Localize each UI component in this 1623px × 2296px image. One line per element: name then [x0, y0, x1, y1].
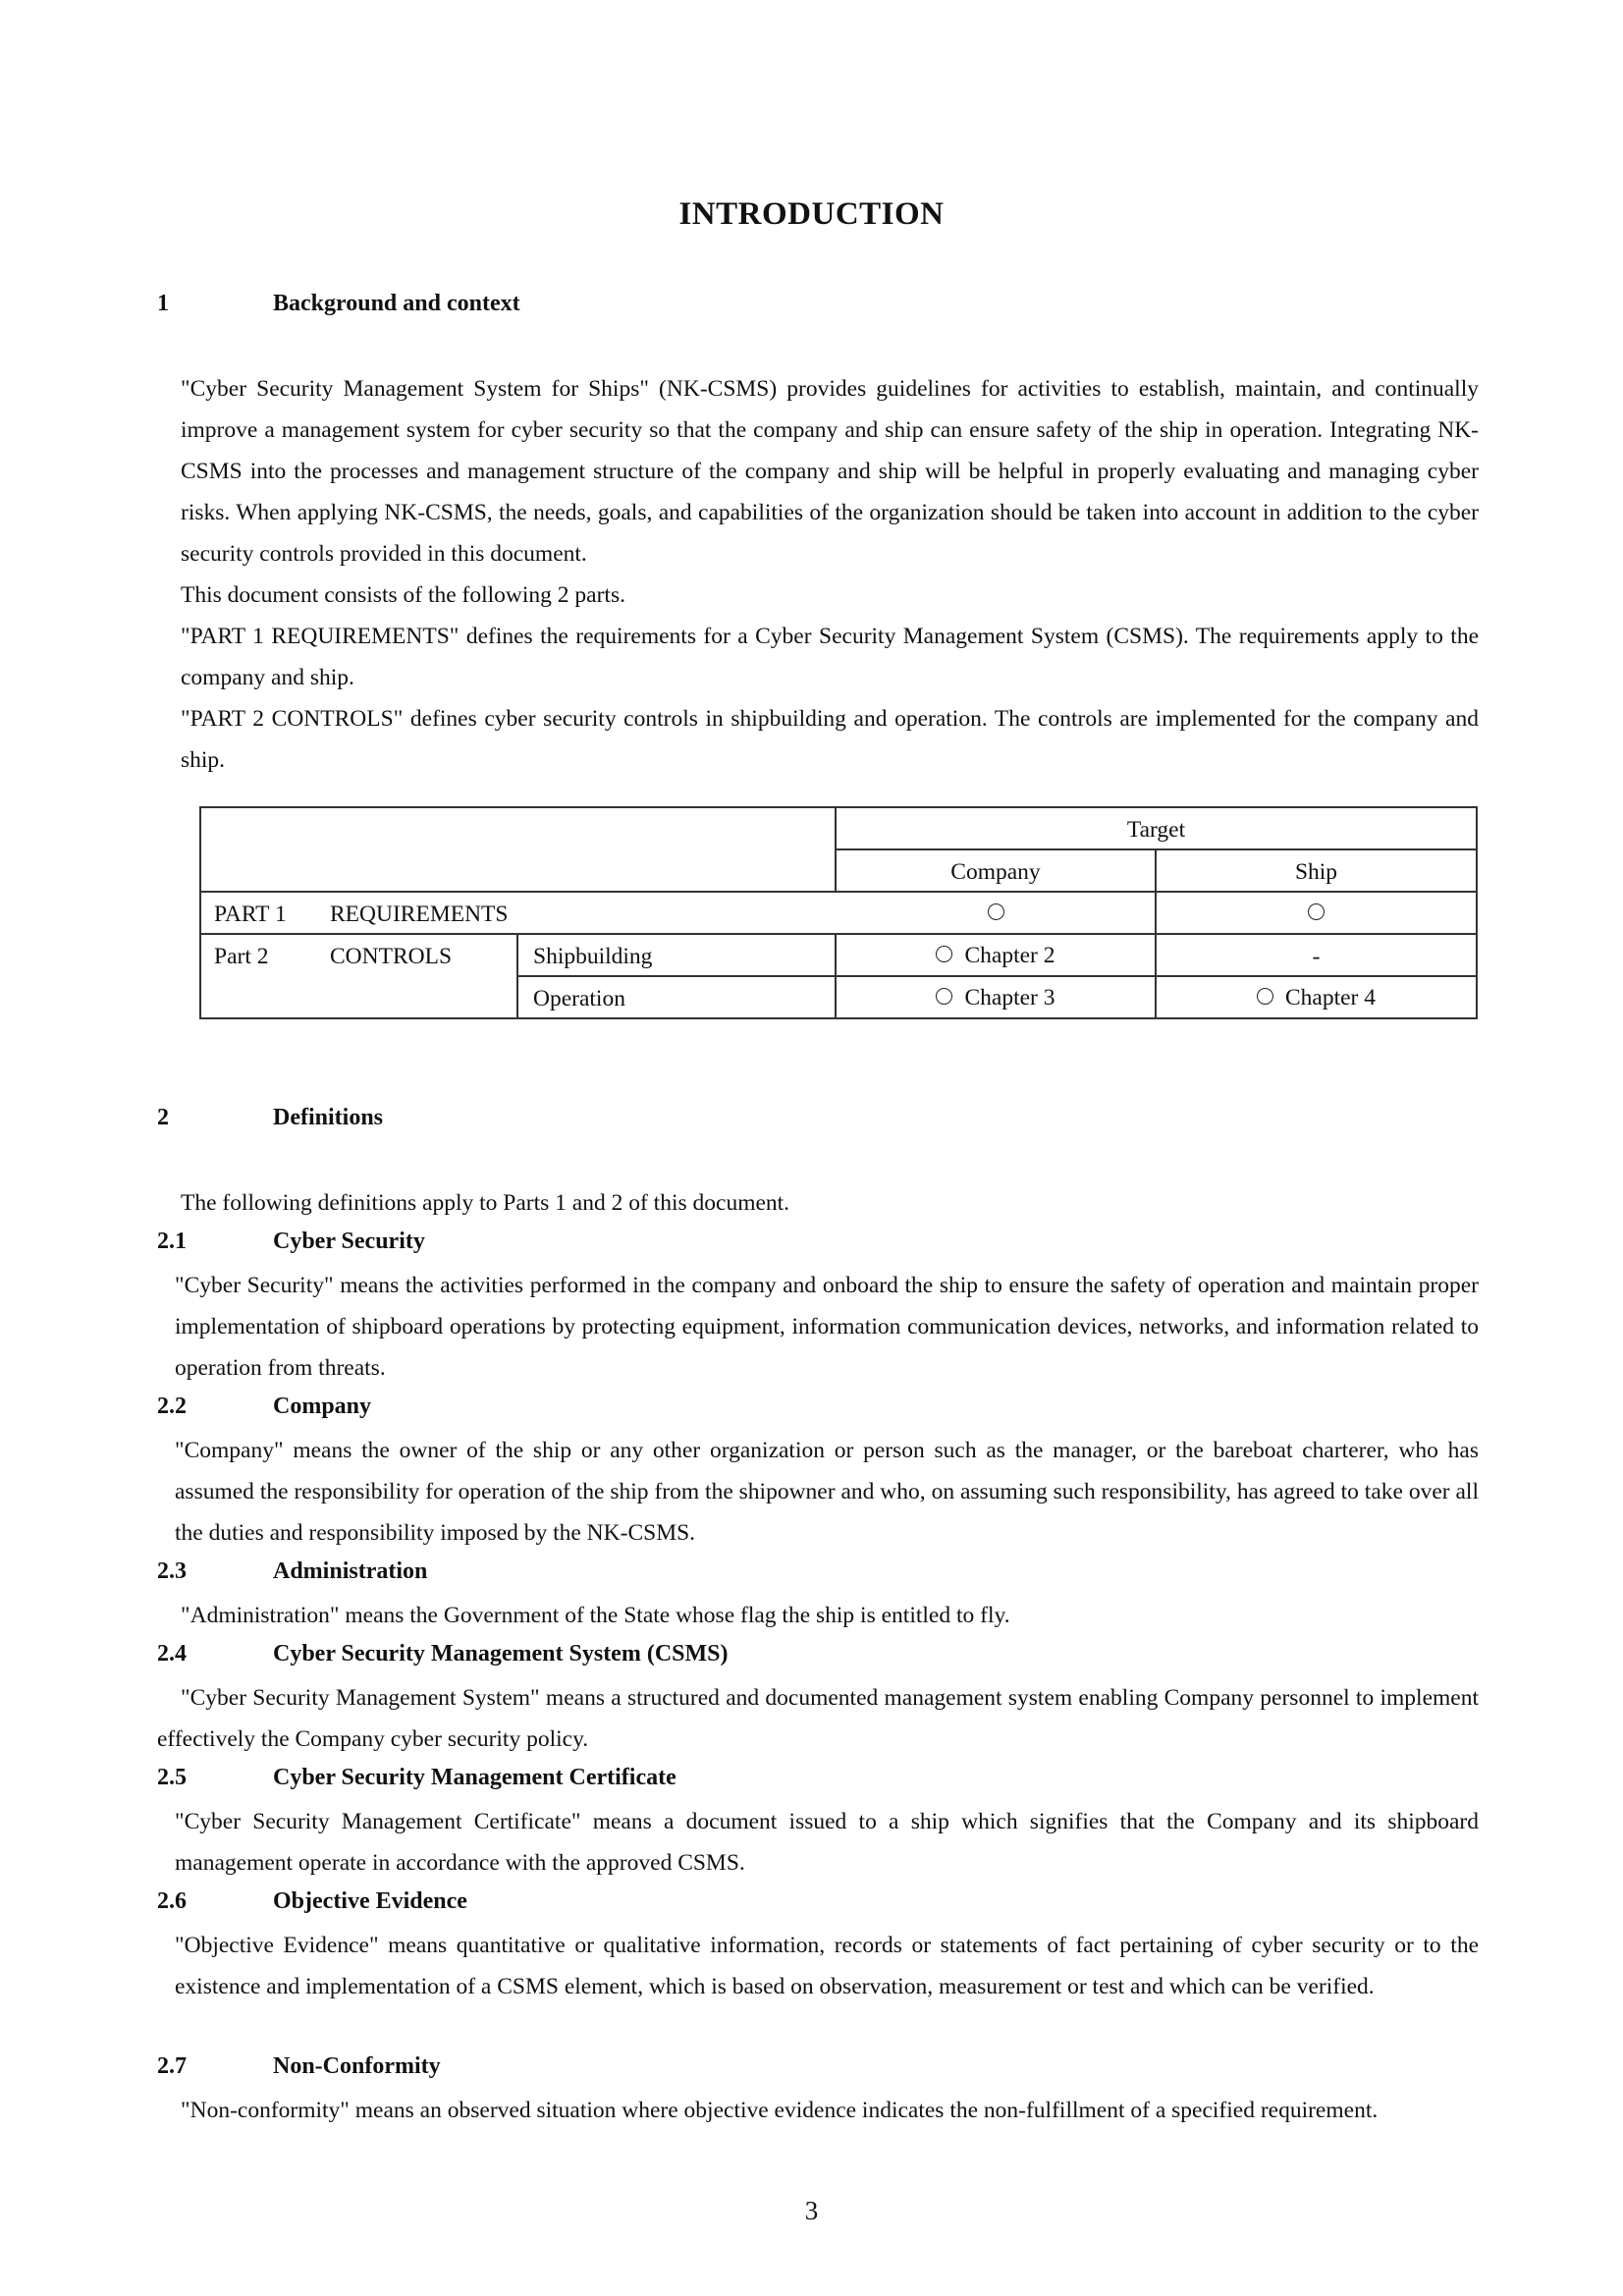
definition-number: 2.5	[157, 1765, 187, 1790]
document-parts-paragraph: This document consists of the following 2 parts.	[181, 582, 625, 608]
part1-name: REQUIREMENTS	[330, 902, 509, 927]
operation-company-cell	[837, 983, 1155, 1012]
section-2-heading	[157, 1105, 383, 1131]
shipbuilding-company-chapter: Chapter 2	[964, 943, 1055, 968]
definition-2-3-text: "Administration" means the Government of the State whose flag the ship is entitled to fly.	[181, 1603, 1010, 1628]
part2-description-paragraph: "PART 2 CONTROLS" defines cyber security controls in shipbuilding and operation. The controls are implemented for the company and ship.	[181, 706, 1479, 773]
definition-2-6-heading	[157, 1888, 467, 1915]
target-header: Target	[1126, 817, 1186, 843]
definition-2-4-text: "Cyber Security Management System" means a structured and documented management system enabling Company personnel to implement effectively the Company cyber security policy.	[157, 1685, 1479, 1752]
shipbuilding-ship-cell: -	[1312, 944, 1321, 969]
definition-number: 2.2	[157, 1394, 187, 1419]
definition-term: Cyber Security Management Certificate	[273, 1765, 676, 1790]
definition-2-4-heading	[157, 1641, 729, 1667]
definition-number: 2.1	[157, 1229, 187, 1254]
definition-2-7-heading	[157, 2053, 441, 2080]
section-title: Background and context	[273, 291, 520, 316]
definition-2-2-text: "Company" means the owner of the ship or any other organization or person such as the manager, or the bareboat charterer, who has assumed the responsibility for operation of the ship from the shipowner and who, on assuming such responsibility, has agreed to take over all the duties and responsibility imposed by the NK-CSMS.	[175, 1438, 1479, 1546]
definition-number: 2.7	[157, 2053, 187, 2079]
definition-2-3-heading	[157, 1558, 427, 1585]
section-1-heading	[157, 291, 520, 317]
section-number: 2	[157, 1105, 169, 1130]
page-number: 3	[804, 2196, 819, 2225]
definition-number: 2.4	[157, 1641, 187, 1667]
circle-icon	[936, 988, 952, 1005]
part1-description-paragraph: "PART 1 REQUIREMENTS" defines the requirements for a Cyber Security Management System (CSMS). The requirements apply to the company and ship.	[181, 624, 1479, 690]
definition-2-6-text: "Objective Evidence" means quantitative or qualitative information, records or statements of fact pertaining of cyber security or to the existence and implementation of a CSMS element, which is based on observation, measurement or test and which can be verified.	[175, 1933, 1479, 1999]
operation-company-chapter: Chapter 3	[964, 985, 1055, 1011]
part1-label: PART 1	[214, 902, 287, 927]
definition-number: 2.6	[157, 1888, 187, 1914]
part1-company-applicable-icon	[837, 899, 1155, 928]
circle-icon	[988, 903, 1004, 920]
part1-ship-applicable-icon	[1157, 899, 1476, 928]
definition-2-7-text: "Non-conformity" means an observed situation where objective evidence indicates the non-fulfillment of a specified requirement.	[181, 2098, 1379, 2123]
definition-2-5-text: "Cyber Security Management Certificate" means a document issued to a ship which signifies that the Company and its shipboard management operate in accordance with the approved CSMS.	[175, 1809, 1479, 1876]
part2-label: Part 2	[214, 944, 269, 969]
definition-2-1-text: "Cyber Security" means the activities performed in the company and onboard the ship to ensure the safety of operation and maintain proper implementation of shipboard operations by protecting equipment, information communication devices, networks, and information related to operation from threats.	[175, 1273, 1479, 1381]
operation-ship-chapter: Chapter 4	[1284, 985, 1376, 1011]
definition-2-2-heading	[157, 1394, 371, 1420]
definition-number: 2.3	[157, 1558, 187, 1584]
definition-term: Cyber Security	[273, 1229, 425, 1254]
operation-row-label: Operation	[533, 986, 625, 1011]
section-title: Definitions	[273, 1105, 384, 1130]
definition-term: Objective Evidence	[273, 1888, 467, 1914]
definitions-intro: The following definitions apply to Parts 1 and 2 of this document.	[181, 1190, 790, 1216]
circle-icon	[1257, 988, 1273, 1005]
definition-term: Company	[273, 1394, 372, 1419]
definition-2-5-heading	[157, 1765, 676, 1791]
definition-term: Cyber Security Management System (CSMS)	[273, 1641, 729, 1667]
circle-icon	[936, 946, 952, 962]
parts-target-table	[199, 806, 1478, 1019]
definition-2-1-heading	[157, 1229, 425, 1255]
shipbuilding-row-label: Shipbuilding	[533, 944, 653, 969]
ship-column-header: Ship	[1294, 859, 1338, 885]
definition-term: Administration	[273, 1558, 428, 1584]
part2-name: CONTROLS	[330, 944, 453, 969]
circle-icon	[1308, 903, 1325, 920]
company-column-header: Company	[950, 859, 1041, 885]
operation-ship-cell	[1157, 983, 1476, 1012]
definition-term: Non-Conformity	[273, 2053, 441, 2079]
section-number: 1	[157, 291, 169, 316]
shipbuilding-company-cell	[837, 941, 1155, 970]
background-paragraph: "Cyber Security Management System for Ships" (NK-CSMS) provides guidelines for activities to establish, maintain, and continually improve a management system for cyber security so that the company and ship can ensure safety of the ship in operation. Integrating NK-CSMS into the processes and management structure of the company and ship will be helpful in properly evaluating and managing cyber risks. When applying NK-CSMS, the needs, goals, and capabilities of the organization should be taken into account in addition to the cyber security controls provided in this document.	[181, 376, 1479, 567]
page-title: INTRODUCTION	[678, 196, 945, 232]
